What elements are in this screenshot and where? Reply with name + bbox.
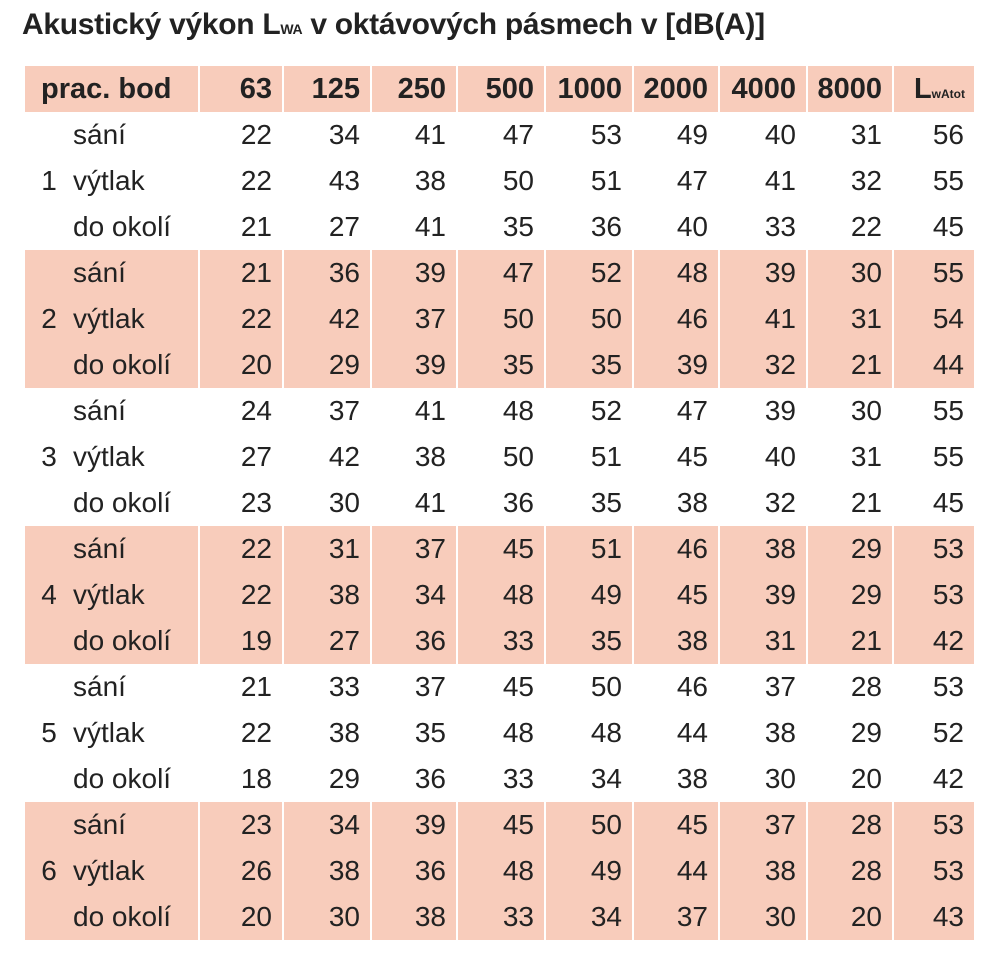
band-value-cell: 18	[240, 763, 272, 794]
measurement-location-label: do okolí	[73, 211, 172, 242]
band-value-cell: 31	[284, 526, 370, 572]
row-label-cell	[25, 572, 198, 618]
measurement-location-label: sání	[73, 257, 126, 288]
work-point-number: 3	[41, 441, 57, 472]
band-value-cell: 39	[634, 342, 718, 388]
band-value-cell: 39	[372, 342, 456, 388]
band-value-cell: 37	[372, 296, 456, 342]
band-value-cell: 29	[808, 526, 892, 572]
band-value-cell: 33	[764, 211, 796, 242]
band-value-cell: 31	[720, 618, 806, 664]
column-header-total: LwAtot	[894, 66, 974, 112]
band-value-cell: 40	[764, 119, 796, 150]
band-value-cell: 27	[284, 618, 370, 664]
band-value-cell: 34	[372, 572, 456, 618]
band-value-cell: 37	[720, 802, 806, 848]
band-value-cell: 38	[414, 441, 446, 472]
band-value-cell: 22	[240, 119, 272, 150]
band-value-cell: 45	[502, 671, 534, 702]
band-value-cell: 37	[414, 671, 446, 702]
band-value-cell: 30	[328, 487, 360, 518]
measurement-location-label: výtlak	[73, 579, 145, 610]
column-header-band: 2000	[634, 66, 718, 112]
band-value-cell: 50	[590, 671, 622, 702]
band-value-cell: 36	[284, 250, 370, 296]
band-value-cell: 36	[414, 763, 446, 794]
band-value-cell: 51	[590, 441, 622, 472]
row-label-cell	[25, 710, 198, 756]
work-point-number: 1	[41, 165, 57, 196]
measurement-location-label: výtlak	[73, 717, 145, 748]
band-value-cell: 43	[328, 165, 360, 196]
row-label-cell	[25, 756, 198, 802]
measurement-location-label: výtlak	[73, 855, 145, 886]
band-value-cell: 34	[546, 894, 632, 940]
measurement-location-label: výtlak	[73, 303, 145, 334]
table-row	[25, 480, 974, 526]
band-value-cell: 38	[328, 717, 360, 748]
table-row	[25, 756, 974, 802]
table-row	[25, 112, 974, 158]
band-value-cell: 29	[284, 342, 370, 388]
band-value-cell: 47	[502, 119, 534, 150]
band-value-cell: 41	[414, 211, 446, 242]
row-label-cell	[25, 204, 198, 250]
band-value-cell: 42	[328, 441, 360, 472]
band-value-cell: 39	[372, 802, 456, 848]
band-value-cell: 53	[590, 119, 622, 150]
band-value-cell: 29	[808, 572, 892, 618]
table-body	[25, 112, 974, 940]
band-value-cell: 45	[458, 526, 544, 572]
band-value-cell: 22	[200, 526, 282, 572]
row-label-cell	[25, 618, 198, 664]
band-value-cell: 40	[764, 441, 796, 472]
band-value-cell: 20	[200, 342, 282, 388]
band-value-cell: 21	[808, 618, 892, 664]
table-row	[25, 848, 974, 894]
band-value-cell: 52	[590, 395, 622, 426]
total-value-cell: 55	[932, 441, 964, 472]
total-value-cell: 55	[894, 250, 974, 296]
measurement-location-label: do okolí	[73, 349, 172, 380]
table-row	[25, 296, 974, 342]
total-value-cell: 54	[894, 296, 974, 342]
band-value-cell: 27	[328, 211, 360, 242]
band-value-cell: 42	[284, 296, 370, 342]
band-value-cell: 32	[720, 342, 806, 388]
band-value-cell: 22	[200, 572, 282, 618]
band-value-cell: 21	[200, 250, 282, 296]
page-title: Akustický výkon LWA v oktávových pásmech v [dB(A)]	[22, 8, 765, 41]
row-label-cell	[25, 526, 198, 572]
total-value-cell: 52	[932, 717, 964, 748]
table-row	[25, 664, 974, 710]
measurement-location-label: výtlak	[73, 165, 145, 196]
total-value-cell: 44	[894, 342, 974, 388]
band-value-cell: 20	[850, 763, 882, 794]
band-value-cell: 30	[720, 894, 806, 940]
row-label-cell	[25, 250, 198, 296]
band-value-cell: 47	[676, 395, 708, 426]
band-value-cell: 49	[546, 848, 632, 894]
band-value-cell: 36	[372, 848, 456, 894]
column-header-band: 1000	[546, 66, 632, 112]
band-value-cell: 36	[372, 618, 456, 664]
total-value-cell: 42	[932, 763, 964, 794]
band-value-cell: 39	[372, 250, 456, 296]
band-value-cell: 48	[458, 572, 544, 618]
band-value-cell: 21	[850, 487, 882, 518]
band-value-cell: 38	[764, 717, 796, 748]
total-value-cell: 43	[894, 894, 974, 940]
total-value-cell: 53	[894, 572, 974, 618]
band-value-cell: 30	[764, 763, 796, 794]
band-value-cell: 41	[764, 165, 796, 196]
band-value-cell: 45	[458, 802, 544, 848]
measurement-location-label: sání	[73, 809, 126, 840]
band-value-cell: 50	[502, 441, 534, 472]
band-value-cell: 45	[634, 802, 718, 848]
band-value-cell: 39	[720, 250, 806, 296]
row-label-cell	[25, 434, 198, 480]
column-header-band: 125	[284, 66, 370, 112]
band-value-cell: 35	[458, 342, 544, 388]
band-value-cell: 38	[720, 526, 806, 572]
table-row	[25, 618, 974, 664]
band-value-cell: 38	[676, 763, 708, 794]
band-value-cell: 41	[414, 395, 446, 426]
band-value-cell: 34	[328, 119, 360, 150]
band-value-cell: 50	[502, 165, 534, 196]
band-value-cell: 50	[458, 296, 544, 342]
table-row	[25, 388, 974, 434]
band-value-cell: 38	[284, 848, 370, 894]
band-value-cell: 23	[200, 802, 282, 848]
row-label-cell	[25, 848, 198, 894]
band-value-cell: 30	[808, 250, 892, 296]
measurement-location-label: sání	[73, 395, 126, 426]
column-header-band: 63	[200, 66, 282, 112]
band-value-cell: 44	[676, 717, 708, 748]
column-header-band: 250	[372, 66, 456, 112]
total-value-cell: 55	[932, 165, 964, 196]
row-label-cell	[25, 894, 198, 940]
band-value-cell: 31	[850, 119, 882, 150]
band-value-cell: 23	[240, 487, 272, 518]
band-value-cell: 37	[328, 395, 360, 426]
measurement-location-label: sání	[73, 533, 126, 564]
band-value-cell: 50	[546, 296, 632, 342]
band-value-cell: 37	[372, 526, 456, 572]
band-value-cell: 45	[676, 441, 708, 472]
band-value-cell: 48	[590, 717, 622, 748]
band-value-cell: 32	[850, 165, 882, 196]
total-value-cell: 45	[932, 487, 964, 518]
band-value-cell: 33	[328, 671, 360, 702]
band-value-cell: 38	[284, 572, 370, 618]
band-value-cell: 39	[764, 395, 796, 426]
band-value-cell: 48	[502, 395, 534, 426]
row-label-cell	[25, 802, 198, 848]
band-value-cell: 22	[240, 717, 272, 748]
band-value-cell: 29	[850, 717, 882, 748]
total-value-cell: 56	[932, 119, 964, 150]
band-value-cell: 46	[634, 526, 718, 572]
band-value-cell: 36	[502, 487, 534, 518]
row-label-cell	[25, 158, 198, 204]
band-value-cell: 46	[676, 671, 708, 702]
band-value-cell: 35	[546, 618, 632, 664]
total-value-cell: 53	[932, 671, 964, 702]
band-value-cell: 29	[328, 763, 360, 794]
band-value-cell: 31	[808, 296, 892, 342]
band-value-cell: 32	[764, 487, 796, 518]
work-point-number: 5	[41, 717, 57, 748]
total-value-cell: 53	[894, 526, 974, 572]
band-value-cell: 35	[414, 717, 446, 748]
row-label-cell	[25, 296, 198, 342]
band-value-cell: 41	[414, 119, 446, 150]
measurement-location-label: do okolí	[73, 625, 172, 656]
table-row	[25, 250, 974, 296]
table-row	[25, 894, 974, 940]
band-value-cell: 40	[676, 211, 708, 242]
band-value-cell: 38	[720, 848, 806, 894]
row-label-cell	[25, 388, 198, 434]
band-value-cell: 21	[808, 342, 892, 388]
band-value-cell: 38	[414, 165, 446, 196]
band-value-cell: 31	[850, 441, 882, 472]
table-row	[25, 204, 974, 250]
band-value-cell: 22	[200, 296, 282, 342]
band-value-cell: 44	[634, 848, 718, 894]
measurement-location-label: výtlak	[73, 441, 145, 472]
band-value-cell: 28	[808, 802, 892, 848]
band-value-cell: 52	[546, 250, 632, 296]
band-value-cell: 41	[720, 296, 806, 342]
table-row	[25, 526, 974, 572]
band-value-cell: 20	[808, 894, 892, 940]
row-label-cell	[25, 112, 198, 158]
table-row	[25, 802, 974, 848]
band-value-cell: 28	[808, 848, 892, 894]
band-value-cell: 34	[590, 763, 622, 794]
table-header-row	[25, 66, 974, 112]
band-value-cell: 24	[240, 395, 272, 426]
column-header-band: 500	[458, 66, 544, 112]
band-value-cell: 47	[676, 165, 708, 196]
band-value-cell: 33	[502, 763, 534, 794]
band-value-cell: 36	[590, 211, 622, 242]
column-header-band: 4000	[720, 66, 806, 112]
acoustic-power-table	[23, 66, 976, 940]
band-value-cell: 33	[458, 618, 544, 664]
band-value-cell: 38	[634, 618, 718, 664]
column-header-work-point: prac. bod	[25, 66, 198, 112]
band-value-cell: 30	[850, 395, 882, 426]
band-value-cell: 37	[764, 671, 796, 702]
band-value-cell: 51	[546, 526, 632, 572]
band-value-cell: 51	[590, 165, 622, 196]
band-value-cell: 21	[240, 211, 272, 242]
band-value-cell: 34	[284, 802, 370, 848]
work-point-number: 4	[41, 579, 57, 610]
band-value-cell: 20	[200, 894, 282, 940]
band-value-cell: 50	[546, 802, 632, 848]
band-value-cell: 37	[634, 894, 718, 940]
measurement-location-label: do okolí	[73, 487, 172, 518]
measurement-location-label: do okolí	[73, 901, 172, 932]
band-value-cell: 45	[634, 572, 718, 618]
table-row	[25, 434, 974, 480]
band-value-cell: 49	[546, 572, 632, 618]
total-value-cell: 53	[894, 802, 974, 848]
total-value-cell: 55	[932, 395, 964, 426]
band-value-cell: 49	[676, 119, 708, 150]
band-value-cell: 28	[850, 671, 882, 702]
band-value-cell: 22	[850, 211, 882, 242]
band-value-cell: 41	[414, 487, 446, 518]
band-value-cell: 46	[634, 296, 718, 342]
table-row	[25, 710, 974, 756]
band-value-cell: 33	[458, 894, 544, 940]
band-value-cell: 26	[200, 848, 282, 894]
band-value-cell: 27	[240, 441, 272, 472]
row-label-cell	[25, 664, 198, 710]
total-value-cell: 45	[932, 211, 964, 242]
band-value-cell: 47	[458, 250, 544, 296]
band-value-cell: 35	[590, 487, 622, 518]
column-header-band: 8000	[808, 66, 892, 112]
total-value-cell: 53	[894, 848, 974, 894]
band-value-cell: 38	[676, 487, 708, 518]
band-value-cell: 21	[240, 671, 272, 702]
band-value-cell: 22	[240, 165, 272, 196]
row-label-cell	[25, 480, 198, 526]
measurement-location-label: sání	[73, 671, 126, 702]
band-value-cell: 38	[372, 894, 456, 940]
measurement-location-label: sání	[73, 119, 126, 150]
band-value-cell: 35	[546, 342, 632, 388]
band-value-cell: 30	[284, 894, 370, 940]
band-value-cell: 48	[458, 848, 544, 894]
band-value-cell: 39	[720, 572, 806, 618]
work-point-number: 2	[41, 303, 57, 334]
band-value-cell: 19	[200, 618, 282, 664]
work-point-number: 6	[41, 855, 57, 886]
table-row	[25, 158, 974, 204]
total-value-cell: 42	[894, 618, 974, 664]
table-row	[25, 342, 974, 388]
measurement-location-label: do okolí	[73, 763, 172, 794]
table-row	[25, 572, 974, 618]
band-value-cell: 48	[502, 717, 534, 748]
band-value-cell: 48	[634, 250, 718, 296]
row-label-cell	[25, 342, 198, 388]
band-value-cell: 35	[502, 211, 534, 242]
